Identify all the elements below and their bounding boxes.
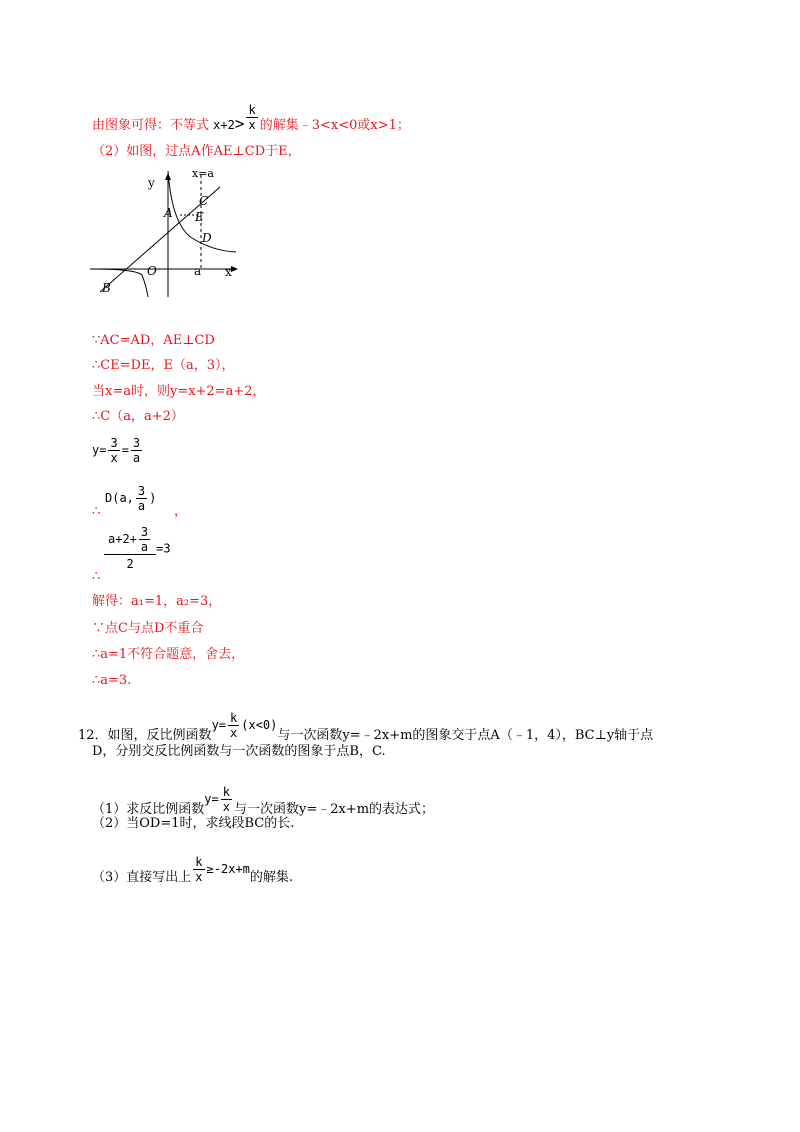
big-fraction — [104, 525, 156, 573]
q1-y: y= — [204, 792, 219, 806]
func-condition: (x<0) — [241, 718, 278, 732]
frac-den: a — [137, 499, 146, 513]
solution-line-reject: ∴a=1不符合题意，舍去， — [92, 647, 245, 662]
ineq-left: x+2 — [213, 118, 235, 132]
function-graph — [88, 165, 248, 300]
eq-equals: = — [121, 443, 129, 457]
frac-den: x — [222, 800, 230, 814]
y-axis-label: y — [148, 176, 155, 190]
func-y: y= — [211, 718, 227, 732]
problem-text-2: 与一次函数y=﹣2x+m的图象交于点A（﹣1，4），BC⊥y轴于点 — [277, 728, 654, 743]
point-c-label: C — [199, 194, 209, 208]
fraction-3-over-a — [131, 436, 142, 465]
fraction-3-over-a — [136, 484, 147, 513]
d-text: D(a, — [105, 491, 134, 505]
eq-three: =3 — [156, 541, 171, 556]
frac-den: x — [110, 451, 118, 465]
q3-inequality: ≥-2x+m — [206, 862, 250, 876]
problem-12-line-1 — [78, 711, 654, 745]
problem-text-1: 如图，反比例函数 — [107, 728, 212, 743]
solution-line-1 — [92, 103, 410, 135]
x-axis-label: x — [225, 265, 232, 279]
solution-line-4: ∴CE=DE，E（a，3）， — [92, 358, 235, 373]
solution-line-solve: 解得：a₁=1，a₂=3， — [92, 594, 222, 609]
origin-label: O — [147, 264, 157, 278]
midpoint-equation — [104, 525, 171, 573]
point-a-label: A — [164, 206, 173, 220]
a-tick-label: a — [194, 264, 202, 278]
solution-line-since: ∵点C与点D不重合 — [92, 621, 204, 636]
hyperbola-branch-3 — [90, 269, 148, 297]
problem-12-line-2: D，分别交反比例函数与一次函数的图象于点B，C. — [92, 744, 386, 759]
frac-num: k — [195, 855, 203, 869]
frac-den: a — [140, 540, 149, 554]
text-prefix: 由图象可得：不等式 — [92, 118, 210, 133]
x-equals-a-label: x=a — [192, 167, 214, 180]
solution-line-6: ∴C（a，a+2） — [92, 409, 184, 424]
frac-den: a — [132, 451, 141, 465]
big-fraction-denominator: 2 — [126, 557, 134, 571]
therefore-symbol-1: ∴ — [92, 504, 101, 519]
equation-y-3x — [92, 436, 144, 465]
problem-number: 12． — [78, 728, 108, 743]
point-b-label: B — [102, 281, 111, 295]
num-left: a+2+ — [108, 532, 137, 546]
q3-suffix: 的解集. — [249, 870, 294, 885]
fraction-3-over-x — [108, 436, 119, 465]
frac-num: 3 — [110, 436, 118, 450]
solution-line-3: ∵AC=AD，AE⊥CD — [92, 333, 215, 348]
frac-den: x — [230, 726, 238, 740]
question-3 — [92, 855, 294, 887]
therefore-symbol-2: ∴ — [92, 569, 101, 584]
frac-num: 3 — [140, 525, 149, 539]
frac-num: 3 — [137, 484, 146, 498]
point-d-coordinates — [105, 484, 156, 513]
big-fraction-numerator — [104, 525, 156, 555]
frac-num: k — [230, 711, 238, 725]
q1-prefix: （1）求反比例函数 — [92, 802, 205, 817]
x-axis-arrow — [231, 266, 238, 272]
q1-suffix: 与一次函数y=﹣2x+m的表达式； — [233, 802, 435, 817]
eq-y: y= — [92, 443, 107, 457]
point-d-label: D — [202, 231, 212, 245]
fraction-k-over-x — [246, 103, 257, 132]
fraction-k-over-x — [228, 711, 239, 740]
frac-num: k — [248, 103, 256, 117]
frac-den: x — [195, 870, 203, 884]
frac-num: k — [222, 785, 230, 799]
solution-line-final: ∴a=3. — [92, 673, 132, 688]
question-2: （2）当OD=1时，求线段BC的长. — [92, 816, 295, 831]
fraction-k-over-x — [193, 855, 204, 884]
point-e-label: E — [195, 210, 204, 224]
comma-1: ， — [174, 504, 188, 519]
ineq-gt: > — [234, 114, 245, 133]
d-close: ) — [149, 491, 157, 505]
solution-line-2: （2）如图，过点A作AE⊥CD于E， — [92, 144, 301, 159]
text-suffix: 的解集﹣3<x<0或x>1； — [259, 118, 410, 133]
q3-prefix: （3）直接写出上 — [92, 870, 192, 885]
frac-num: 3 — [132, 436, 141, 450]
fraction-k-over-x — [221, 785, 232, 814]
fraction-3-over-a — [139, 525, 150, 554]
frac-den: x — [248, 118, 256, 132]
solution-line-5: 当x=a时，则y=x+2=a+2， — [92, 384, 266, 399]
